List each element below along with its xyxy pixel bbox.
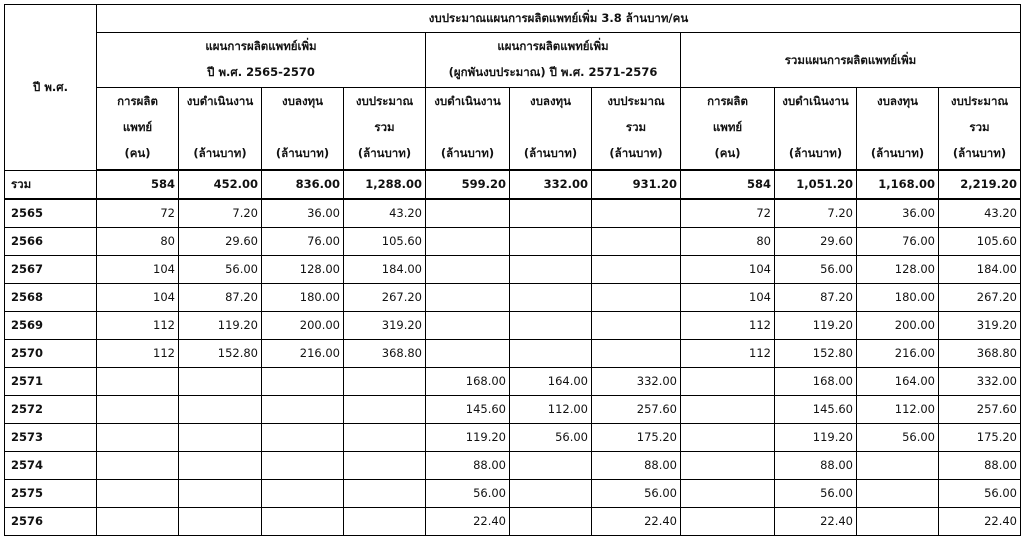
total-cell: 836.00 xyxy=(262,170,344,199)
column-header-line: งบประมาณ xyxy=(950,94,1009,108)
year-cell: 2573 xyxy=(5,424,97,452)
data-cell: 56.00 xyxy=(939,480,1021,508)
data-cell: 332.00 xyxy=(592,368,681,396)
data-cell: 56.00 xyxy=(510,424,592,452)
column-header xyxy=(426,88,510,171)
data-cell: 88.00 xyxy=(592,452,681,480)
budget-table xyxy=(4,4,1021,536)
data-cell xyxy=(426,340,510,368)
column-header-line: แพทย์ xyxy=(712,120,743,134)
year-cell: 2576 xyxy=(5,508,97,536)
total-cell: 452.00 xyxy=(179,170,262,199)
data-cell xyxy=(681,480,775,508)
table-row xyxy=(5,508,1021,536)
column-header-line: (ล้านบาท) xyxy=(275,146,330,160)
total-cell: 584 xyxy=(681,170,775,199)
data-cell xyxy=(262,396,344,424)
data-cell xyxy=(97,508,179,536)
data-cell xyxy=(97,480,179,508)
data-cell: 332.00 xyxy=(939,368,1021,396)
data-cell xyxy=(857,452,939,480)
data-cell xyxy=(510,452,592,480)
table-row xyxy=(5,199,1021,228)
data-cell xyxy=(97,368,179,396)
group-header-plan-2565-2570 xyxy=(97,33,426,88)
table-row xyxy=(5,368,1021,396)
data-cell: 43.20 xyxy=(939,199,1021,228)
data-cell xyxy=(592,256,681,284)
table-row xyxy=(5,424,1021,452)
column-header-line: การผลิต xyxy=(707,94,748,108)
data-cell xyxy=(510,284,592,312)
data-cell: 184.00 xyxy=(344,256,426,284)
column-header-line: แพทย์ xyxy=(122,120,153,134)
data-cell: 104 xyxy=(681,284,775,312)
data-cell xyxy=(426,284,510,312)
data-cell: 128.00 xyxy=(262,256,344,284)
column-header-line xyxy=(429,114,506,140)
data-cell: 36.00 xyxy=(262,199,344,228)
data-cell: 87.20 xyxy=(775,284,857,312)
year-cell: 2567 xyxy=(5,256,97,284)
column-header-line: งบดำเนินงาน xyxy=(782,94,849,108)
data-cell: 145.60 xyxy=(775,396,857,424)
table-row xyxy=(5,452,1021,480)
data-cell xyxy=(262,480,344,508)
column-header-line: (คน) xyxy=(124,146,151,160)
data-cell: 112 xyxy=(681,312,775,340)
column-header-row xyxy=(5,88,1021,171)
data-cell: 152.80 xyxy=(775,340,857,368)
total-cell: 584 xyxy=(97,170,179,199)
budget-table-container xyxy=(4,4,1021,536)
data-cell: 257.60 xyxy=(939,396,1021,424)
data-cell xyxy=(344,368,426,396)
data-cell: 22.40 xyxy=(592,508,681,536)
data-cell xyxy=(344,424,426,452)
column-header-line xyxy=(265,114,340,140)
table-row xyxy=(5,228,1021,256)
column-header-line: (ล้านบาท) xyxy=(609,146,663,160)
table-body xyxy=(5,170,1021,536)
column-header-line: รวม xyxy=(374,120,395,134)
column-header xyxy=(857,88,939,171)
data-cell: 43.20 xyxy=(344,199,426,228)
data-cell: 175.20 xyxy=(592,424,681,452)
data-cell: 119.20 xyxy=(426,424,510,452)
data-cell: 368.80 xyxy=(344,340,426,368)
table-row xyxy=(5,312,1021,340)
data-cell: 128.00 xyxy=(857,256,939,284)
data-cell: 112 xyxy=(97,312,179,340)
year-cell: 2572 xyxy=(5,396,97,424)
data-cell xyxy=(681,424,775,452)
data-cell: 112.00 xyxy=(857,396,939,424)
data-cell: 7.20 xyxy=(775,199,857,228)
data-cell: 200.00 xyxy=(857,312,939,340)
data-cell: 72 xyxy=(97,199,179,228)
data-cell xyxy=(510,340,592,368)
data-cell: 88.00 xyxy=(939,452,1021,480)
column-header xyxy=(262,88,344,171)
group-header-line1: แผนการผลิตแพทย์เพิ่ม xyxy=(205,39,317,53)
group-header-total-plan: รวมแผนการผลิตแพทย์เพิ่ม xyxy=(681,33,1021,88)
total-cell: 599.20 xyxy=(426,170,510,199)
data-cell xyxy=(344,480,426,508)
column-header-line: รวม xyxy=(969,120,990,134)
data-cell xyxy=(262,508,344,536)
data-cell xyxy=(510,480,592,508)
data-cell xyxy=(426,228,510,256)
data-cell: 168.00 xyxy=(426,368,510,396)
data-cell: 152.80 xyxy=(179,340,262,368)
data-cell xyxy=(179,368,262,396)
data-cell: 112 xyxy=(97,340,179,368)
total-cell: 2,219.20 xyxy=(939,170,1021,199)
data-cell xyxy=(857,508,939,536)
data-cell: 87.20 xyxy=(179,284,262,312)
group-header-plan-2571-2576 xyxy=(426,33,681,88)
data-cell xyxy=(344,508,426,536)
data-cell xyxy=(262,452,344,480)
data-cell: 7.20 xyxy=(179,199,262,228)
data-cell xyxy=(857,480,939,508)
column-header-line: งบประมาณ xyxy=(355,94,414,108)
data-cell: 267.20 xyxy=(344,284,426,312)
column-header-line: (ล้านบาท) xyxy=(788,146,843,160)
column-header-line xyxy=(778,114,853,140)
data-cell xyxy=(681,452,775,480)
data-cell xyxy=(592,284,681,312)
data-cell: 216.00 xyxy=(857,340,939,368)
data-cell xyxy=(344,396,426,424)
data-cell: 119.20 xyxy=(775,312,857,340)
data-cell: 145.60 xyxy=(426,396,510,424)
year-cell: 2574 xyxy=(5,452,97,480)
data-cell: 319.20 xyxy=(939,312,1021,340)
budget-title: งบประมาณแผนการผลิตแพทย์เพิ่ม 3.8 ล้านบาท/คน xyxy=(97,5,1021,33)
data-cell: 76.00 xyxy=(262,228,344,256)
data-cell xyxy=(510,256,592,284)
data-cell: 56.00 xyxy=(592,480,681,508)
data-cell: 175.20 xyxy=(939,424,1021,452)
data-cell: 56.00 xyxy=(775,480,857,508)
data-cell: 164.00 xyxy=(857,368,939,396)
data-cell: 119.20 xyxy=(775,424,857,452)
data-cell xyxy=(510,199,592,228)
data-cell xyxy=(179,396,262,424)
data-cell: 80 xyxy=(681,228,775,256)
column-header xyxy=(344,88,426,171)
data-cell xyxy=(592,199,681,228)
data-cell: 56.00 xyxy=(179,256,262,284)
data-cell: 36.00 xyxy=(857,199,939,228)
column-header-line: (ล้านบาท) xyxy=(523,146,578,160)
data-cell: 76.00 xyxy=(857,228,939,256)
year-cell: 2571 xyxy=(5,368,97,396)
column-header-line: (ล้านบาท) xyxy=(870,146,925,160)
data-cell xyxy=(592,312,681,340)
data-cell: 80 xyxy=(97,228,179,256)
data-cell: 184.00 xyxy=(939,256,1021,284)
data-cell: 29.60 xyxy=(179,228,262,256)
table-row xyxy=(5,340,1021,368)
data-cell xyxy=(510,312,592,340)
data-cell xyxy=(179,508,262,536)
column-header-line: การผลิต xyxy=(117,94,158,108)
column-header-line xyxy=(860,114,935,140)
table-row xyxy=(5,256,1021,284)
year-cell: 2566 xyxy=(5,228,97,256)
data-cell: 88.00 xyxy=(775,452,857,480)
data-cell: 105.60 xyxy=(344,228,426,256)
data-cell xyxy=(510,508,592,536)
column-header-line: (ล้านบาท) xyxy=(193,146,247,160)
table-row xyxy=(5,396,1021,424)
data-cell: 319.20 xyxy=(344,312,426,340)
data-cell xyxy=(179,452,262,480)
data-cell xyxy=(681,396,775,424)
column-header-line: (คน) xyxy=(714,146,741,160)
data-cell: 22.40 xyxy=(939,508,1021,536)
data-cell xyxy=(97,424,179,452)
column-header-line: (ล้านบาท) xyxy=(952,146,1007,160)
year-cell: 2569 xyxy=(5,312,97,340)
data-cell xyxy=(592,340,681,368)
column-header-line: งบดำเนินงาน xyxy=(186,94,254,108)
data-cell xyxy=(179,424,262,452)
data-cell: 180.00 xyxy=(262,284,344,312)
total-cell: 332.00 xyxy=(510,170,592,199)
data-cell: 29.60 xyxy=(775,228,857,256)
data-cell xyxy=(97,452,179,480)
data-cell xyxy=(681,368,775,396)
table-row xyxy=(5,480,1021,508)
column-header-line: (ล้านบาท) xyxy=(357,146,412,160)
data-cell xyxy=(97,396,179,424)
data-cell: 104 xyxy=(97,256,179,284)
data-cell xyxy=(510,228,592,256)
group-header-line1: แผนการผลิตแพทย์เพิ่ม xyxy=(497,39,609,53)
column-header-line: งบลงทุน xyxy=(529,94,572,108)
data-cell: 104 xyxy=(681,256,775,284)
data-cell: 200.00 xyxy=(262,312,344,340)
data-cell: 88.00 xyxy=(426,452,510,480)
year-cell: 2568 xyxy=(5,284,97,312)
table-row xyxy=(5,284,1021,312)
data-cell: 104 xyxy=(97,284,179,312)
data-cell: 164.00 xyxy=(510,368,592,396)
column-header xyxy=(97,88,179,171)
year-cell: 2565 xyxy=(5,199,97,228)
data-cell xyxy=(344,452,426,480)
data-cell: 56.00 xyxy=(857,424,939,452)
data-cell xyxy=(426,312,510,340)
year-column-header: ปี พ.ศ. xyxy=(5,5,97,171)
data-cell: 22.40 xyxy=(775,508,857,536)
data-cell xyxy=(179,480,262,508)
data-cell: 168.00 xyxy=(775,368,857,396)
data-cell: 368.80 xyxy=(939,340,1021,368)
data-cell: 257.60 xyxy=(592,396,681,424)
column-header-line xyxy=(182,114,258,140)
total-cell: 931.20 xyxy=(592,170,681,199)
data-cell: 216.00 xyxy=(262,340,344,368)
column-header-line: งบลงทุน xyxy=(281,94,324,108)
total-cell: 1,288.00 xyxy=(344,170,426,199)
column-header xyxy=(939,88,1021,171)
data-cell xyxy=(681,508,775,536)
data-cell: 112.00 xyxy=(510,396,592,424)
data-cell: 112 xyxy=(681,340,775,368)
total-cell: 1,051.20 xyxy=(775,170,857,199)
total-row xyxy=(5,170,1021,199)
data-cell: 72 xyxy=(681,199,775,228)
total-cell: 1,168.00 xyxy=(857,170,939,199)
column-header-line: (ล้านบาท) xyxy=(440,146,495,160)
data-cell: 267.20 xyxy=(939,284,1021,312)
column-header-line: งบประมาณ xyxy=(607,94,665,108)
column-header xyxy=(179,88,262,171)
data-cell xyxy=(592,228,681,256)
group-header-line2: (ผูกพันงบประมาณ) ปี พ.ศ. 2571-2576 xyxy=(448,65,658,79)
data-cell xyxy=(426,256,510,284)
group-header-line2: ปี พ.ศ. 2565-2570 xyxy=(207,65,315,79)
column-header-line xyxy=(513,114,588,140)
year-cell: 2575 xyxy=(5,480,97,508)
column-header xyxy=(681,88,775,171)
data-cell: 22.40 xyxy=(426,508,510,536)
data-cell: 180.00 xyxy=(857,284,939,312)
data-cell: 105.60 xyxy=(939,228,1021,256)
data-cell: 119.20 xyxy=(179,312,262,340)
column-header xyxy=(775,88,857,171)
data-cell xyxy=(262,424,344,452)
column-header-line: รวม xyxy=(625,120,647,134)
data-cell xyxy=(426,199,510,228)
column-header-line: งบลงทุน xyxy=(876,94,919,108)
column-header-line: งบดำเนินงาน xyxy=(434,94,501,108)
data-cell: 56.00 xyxy=(426,480,510,508)
column-header xyxy=(592,88,681,171)
total-label: รวม xyxy=(5,170,97,199)
column-header xyxy=(510,88,592,171)
year-cell: 2570 xyxy=(5,340,97,368)
data-cell: 56.00 xyxy=(775,256,857,284)
data-cell xyxy=(262,368,344,396)
